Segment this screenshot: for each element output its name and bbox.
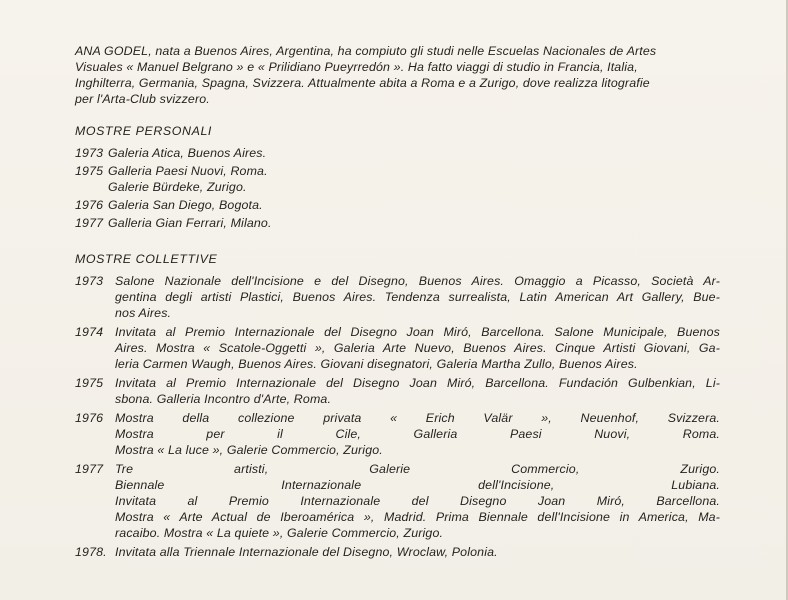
exhibition-year: 1975: [75, 164, 104, 178]
exhibition-line: Mostra « Arte Actual de Iberoamérica », Madrid. Prima Biennale dell'Incisione in America, Ma-: [115, 510, 720, 524]
exhibition-lines: [115, 544, 720, 560]
exhibition-line: Biennale Internazionale dell'Incisione, Lubiana.: [115, 478, 720, 492]
exhibition-entry: [75, 544, 720, 560]
exhibition-entry: [75, 197, 720, 213]
exhibition-entry: [75, 324, 720, 372]
exhibition-line: Galleria Paesi Nuovi, Roma.: [108, 164, 268, 178]
exhibition-line: Aires. Mostra « Scatole-Oggetti », Galeria Arte Nuevo, Buenos Aires. Cinque Artisti Giovani, Ga-: [115, 341, 720, 355]
exhibition-line: Invitata al Premio Internazionale del Disegno Joan Miró, Barcellona.: [115, 494, 720, 508]
exhibition-line: sbona. Galleria Incontro d'Arte, Roma.: [115, 392, 332, 406]
exhibition-entry: [75, 273, 720, 321]
exhibition-lines: [115, 461, 720, 541]
exhibition-line: Galerie Bürdeke, Zurigo.: [108, 180, 247, 194]
intro-line: , nata a Buenos Aires, Argentina, ha compiuto gli studi nelle Escuelas Nacionales de Artes: [148, 44, 657, 58]
intro-line: Visuales « Manuel Belgrano » e « Prilidiano Pueyrredón ». Ha fatto viaggi di studio in Francia, Italia,: [75, 60, 638, 74]
exhibition-line: Mostra per il Cile, Galleria Paesi Nuovi, Roma.: [115, 427, 720, 441]
intro-line: Inghilterra, Germania, Spagna, Svizzera. Attualmente abita a Roma e a Zurigo, dove realizza litografie: [75, 76, 650, 90]
personali-list: [75, 145, 720, 231]
exhibition-year: 1976: [75, 411, 104, 425]
exhibition-lines: [108, 163, 720, 195]
exhibition-entry: [75, 163, 720, 195]
exhibition-entry: [75, 215, 720, 231]
exhibition-line: Galeria Atica, Buenos Aires.: [108, 146, 267, 160]
exhibition-lines: [115, 375, 720, 407]
artist-name: ANA GODEL: [75, 44, 149, 58]
exhibition-year: 1978.: [75, 545, 107, 559]
exhibition-year: 1977: [75, 216, 104, 230]
exhibition-entry: [75, 375, 720, 407]
exhibition-lines: [108, 197, 720, 213]
exhibition-year: 1973: [75, 274, 104, 288]
intro-line: per l'Arta-Club svizzero.: [75, 92, 210, 106]
exhibition-line: nos Aires.: [115, 306, 172, 320]
exhibition-line: Invitata al Premio Internazionale del Disegno Joan Miró, Barcellona. Salone Municipale, Buenos: [115, 325, 720, 339]
exhibition-year: 1977: [75, 462, 104, 476]
section-title-collettive: MOSTRE COLLETTIVE: [75, 252, 218, 266]
intro-paragraph: [75, 43, 720, 107]
exhibition-year: 1976: [75, 198, 104, 212]
exhibition-year: 1974: [75, 325, 104, 339]
exhibition-line: racaibo. Mostra « La quiete », Galerie Commercio, Zurigo.: [115, 526, 444, 540]
exhibition-lines: [115, 273, 720, 321]
exhibition-line: Galleria Gian Ferrari, Milano.: [108, 216, 272, 230]
exhibition-year: 1975: [75, 376, 104, 390]
section-title-personali: MOSTRE PERSONALI: [75, 124, 212, 138]
biography-content: [75, 43, 720, 563]
exhibition-entry: [75, 145, 720, 161]
exhibition-line: gentina degli artisti Plastici, Buenos Aires. Tendenza surrealista, Latin American Art Gallery, Bue-: [115, 290, 720, 304]
exhibition-line: Invitata al Premio Internazionale del Disegno Joan Miró, Barcellona. Fundación Gulbenkian, Li-: [115, 376, 720, 390]
exhibition-line: Tre artisti, Galerie Commercio, Zurigo.: [115, 462, 720, 476]
exhibition-line: Invitata alla Triennale Internazionale del Disegno, Wroclaw, Polonia.: [115, 545, 498, 559]
exhibition-entry: [75, 410, 720, 458]
exhibition-line: Mostra « La luce », Galerie Commercio, Zurigo.: [115, 443, 383, 457]
exhibition-lines: [115, 324, 720, 372]
exhibition-line: Salone Nazionale dell'Incisione e del Disegno, Buenos Aires. Omaggio a Picasso, Società Ar-: [115, 274, 720, 288]
exhibition-lines: [108, 215, 720, 231]
exhibition-year: 1973: [75, 146, 104, 160]
exhibition-line: Mostra della collezione privata « Erich Valär », Neuenhof, Svizzera.: [115, 411, 720, 425]
exhibition-lines: [108, 145, 720, 161]
collettive-list: [75, 273, 720, 560]
exhibition-entry: [75, 461, 720, 541]
exhibition-line: Galeria San Diego, Bogota.: [108, 198, 263, 212]
exhibition-line: leria Carmen Waugh, Buenos Aires. Giovani disegnatori, Galeria Martha Zullo, Buenos Aires.: [115, 357, 638, 371]
exhibition-lines: [115, 410, 720, 458]
